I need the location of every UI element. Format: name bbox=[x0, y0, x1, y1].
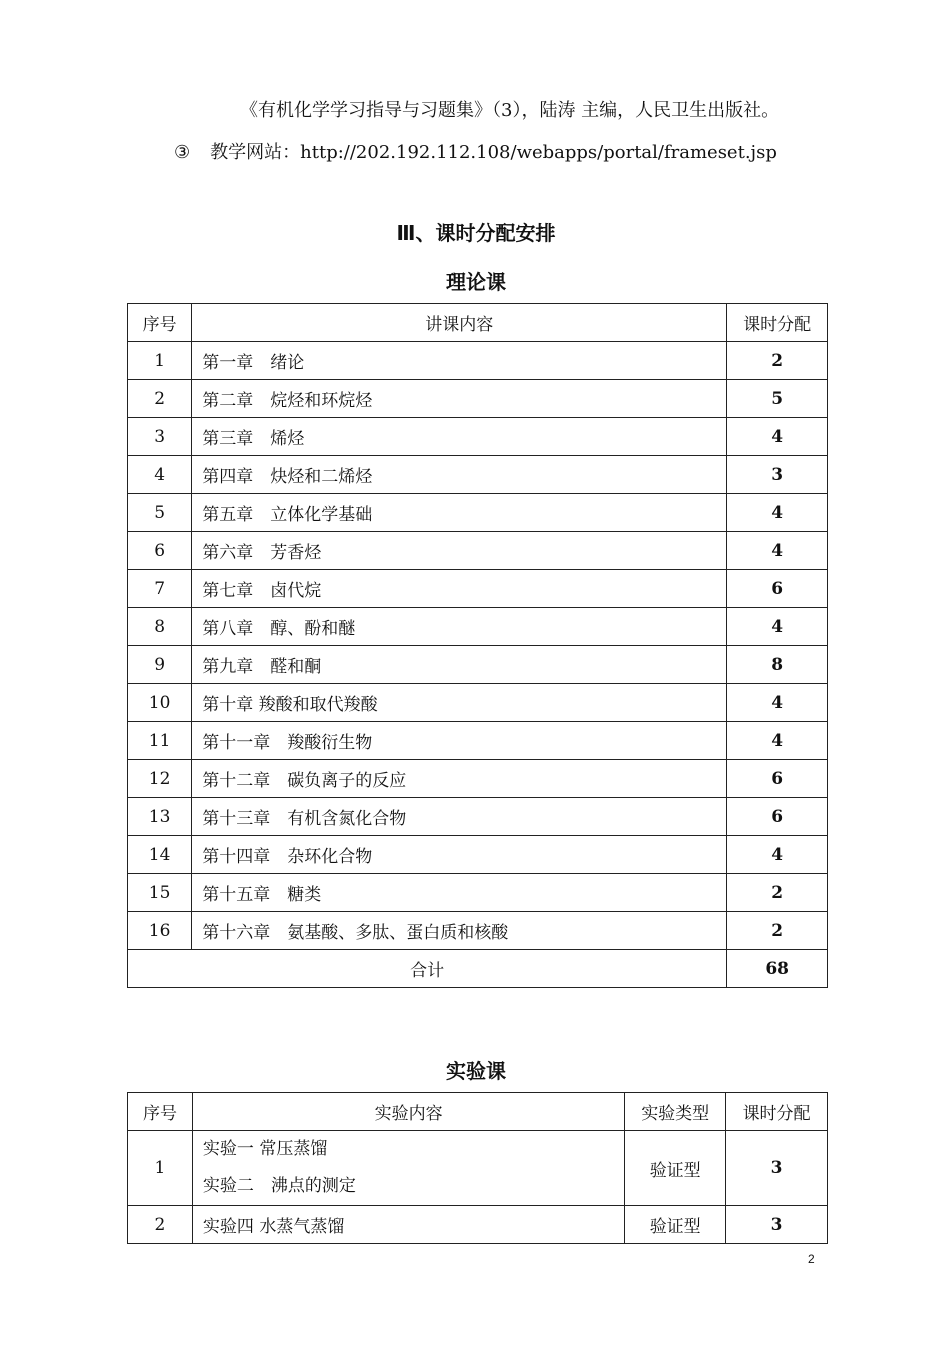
row-index: 12 bbox=[128, 760, 192, 798]
table-row bbox=[128, 874, 828, 912]
row-content: 第十章 羧酸和取代羧酸 bbox=[192, 684, 727, 722]
header-type: 实验类型 bbox=[625, 1093, 726, 1131]
header-hours: 课时分配 bbox=[727, 304, 828, 342]
row-index: 14 bbox=[128, 836, 192, 874]
row-hours: 4 bbox=[727, 532, 828, 570]
theory-title: 理论课 bbox=[446, 270, 506, 294]
row-content: 第二章 烷烃和环烷烃 bbox=[192, 380, 727, 418]
row-hours: 4 bbox=[727, 494, 828, 532]
total-hours: 68 bbox=[727, 950, 828, 988]
header-index: 序号 bbox=[128, 304, 192, 342]
table-row bbox=[128, 912, 828, 950]
website-text: 教学网站：http://202.192.112.108/webapps/portal/frameset.jsp bbox=[210, 142, 777, 163]
row-content: 第十五章 糖类 bbox=[192, 874, 727, 912]
row-content: 第六章 芳香烃 bbox=[192, 532, 727, 570]
table-row bbox=[128, 342, 828, 380]
header-index: 序号 bbox=[128, 1093, 193, 1131]
table-row bbox=[128, 1206, 828, 1244]
total-label: 合计 bbox=[128, 950, 727, 988]
row-index: 10 bbox=[128, 684, 192, 722]
row-content: 第七章 卤代烷 bbox=[192, 570, 727, 608]
row-content: 第十一章 羧酸衍生物 bbox=[192, 722, 727, 760]
row-index: 7 bbox=[128, 570, 192, 608]
row-hours: 4 bbox=[727, 608, 828, 646]
row-index: 11 bbox=[128, 722, 192, 760]
row-hours: 3 bbox=[726, 1206, 828, 1244]
row-index: 15 bbox=[128, 874, 192, 912]
row-hours: 2 bbox=[727, 342, 828, 380]
page-number: 2 bbox=[808, 1252, 815, 1266]
row-hours: 3 bbox=[726, 1131, 828, 1206]
row-hours: 6 bbox=[727, 760, 828, 798]
row-index: 9 bbox=[128, 646, 192, 684]
row-content: 第十三章 有机含氮化合物 bbox=[192, 798, 727, 836]
row-index: 8 bbox=[128, 608, 192, 646]
row-hours: 6 bbox=[727, 570, 828, 608]
row-index: 16 bbox=[128, 912, 192, 950]
row-content: 第八章 醇、酚和醚 bbox=[192, 608, 727, 646]
list-marker: ③ bbox=[174, 142, 191, 163]
experiment-name: 实验二 沸点的测定 bbox=[202, 1176, 356, 1196]
table-row bbox=[128, 722, 828, 760]
theory-table bbox=[127, 303, 828, 988]
section-title: Ⅲ、课时分配安排 bbox=[396, 221, 556, 245]
row-hours: 2 bbox=[727, 912, 828, 950]
row-content: 第十二章 碳负离子的反应 bbox=[192, 760, 727, 798]
lab-title: 实验课 bbox=[446, 1059, 506, 1083]
table-row bbox=[128, 1131, 828, 1206]
row-content bbox=[192, 1206, 624, 1244]
total-row bbox=[128, 950, 828, 988]
row-hours: 5 bbox=[727, 380, 828, 418]
table-row bbox=[128, 456, 828, 494]
table-row bbox=[128, 646, 828, 684]
row-content: 第三章 烯烃 bbox=[192, 418, 727, 456]
row-content: 第一章 绪论 bbox=[192, 342, 727, 380]
row-index: 1 bbox=[128, 342, 192, 380]
lab-table bbox=[127, 1092, 828, 1244]
experiment-name: 实验四 水蒸气蒸馏 bbox=[202, 1217, 345, 1237]
row-type: 验证型 bbox=[625, 1206, 726, 1244]
row-index: 13 bbox=[128, 798, 192, 836]
row-content: 第四章 炔烃和二烯烃 bbox=[192, 456, 727, 494]
table-row bbox=[128, 380, 828, 418]
row-content bbox=[192, 1131, 624, 1206]
row-index: 2 bbox=[128, 1206, 193, 1244]
table-row bbox=[128, 684, 828, 722]
row-hours: 8 bbox=[727, 646, 828, 684]
row-hours: 4 bbox=[727, 418, 828, 456]
header-hours: 课时分配 bbox=[726, 1093, 828, 1131]
row-content: 第十四章 杂环化合物 bbox=[192, 836, 727, 874]
row-index: 6 bbox=[128, 532, 192, 570]
lab-header-row bbox=[128, 1093, 828, 1131]
row-index: 5 bbox=[128, 494, 192, 532]
table-row bbox=[128, 608, 828, 646]
row-hours: 2 bbox=[727, 874, 828, 912]
table-row bbox=[128, 836, 828, 874]
row-content: 第九章 醛和酮 bbox=[192, 646, 727, 684]
reference-book-line: 《有机化学学习指导与习题集》（3），陆涛 主编，人民卫生出版社。 bbox=[240, 100, 780, 121]
table-row bbox=[128, 418, 828, 456]
row-hours: 4 bbox=[727, 722, 828, 760]
website-line bbox=[174, 138, 777, 164]
row-hours: 4 bbox=[727, 684, 828, 722]
row-index: 1 bbox=[128, 1131, 193, 1206]
experiment-name: 实验一 常压蒸馏 bbox=[202, 1139, 328, 1159]
table-row bbox=[128, 570, 828, 608]
header-content: 实验内容 bbox=[192, 1093, 624, 1131]
row-content: 第五章 立体化学基础 bbox=[192, 494, 727, 532]
table-row bbox=[128, 760, 828, 798]
row-hours: 3 bbox=[727, 456, 828, 494]
row-index: 3 bbox=[128, 418, 192, 456]
row-content: 第十六章 氨基酸、多肽、蛋白质和核酸 bbox=[192, 912, 727, 950]
header-content: 讲课内容 bbox=[192, 304, 727, 342]
row-hours: 4 bbox=[727, 836, 828, 874]
row-index: 2 bbox=[128, 380, 192, 418]
table-row bbox=[128, 798, 828, 836]
row-hours: 6 bbox=[727, 798, 828, 836]
row-type: 验证型 bbox=[625, 1131, 726, 1206]
theory-header-row bbox=[128, 304, 828, 342]
table-row bbox=[128, 532, 828, 570]
row-index: 4 bbox=[128, 456, 192, 494]
table-row bbox=[128, 494, 828, 532]
